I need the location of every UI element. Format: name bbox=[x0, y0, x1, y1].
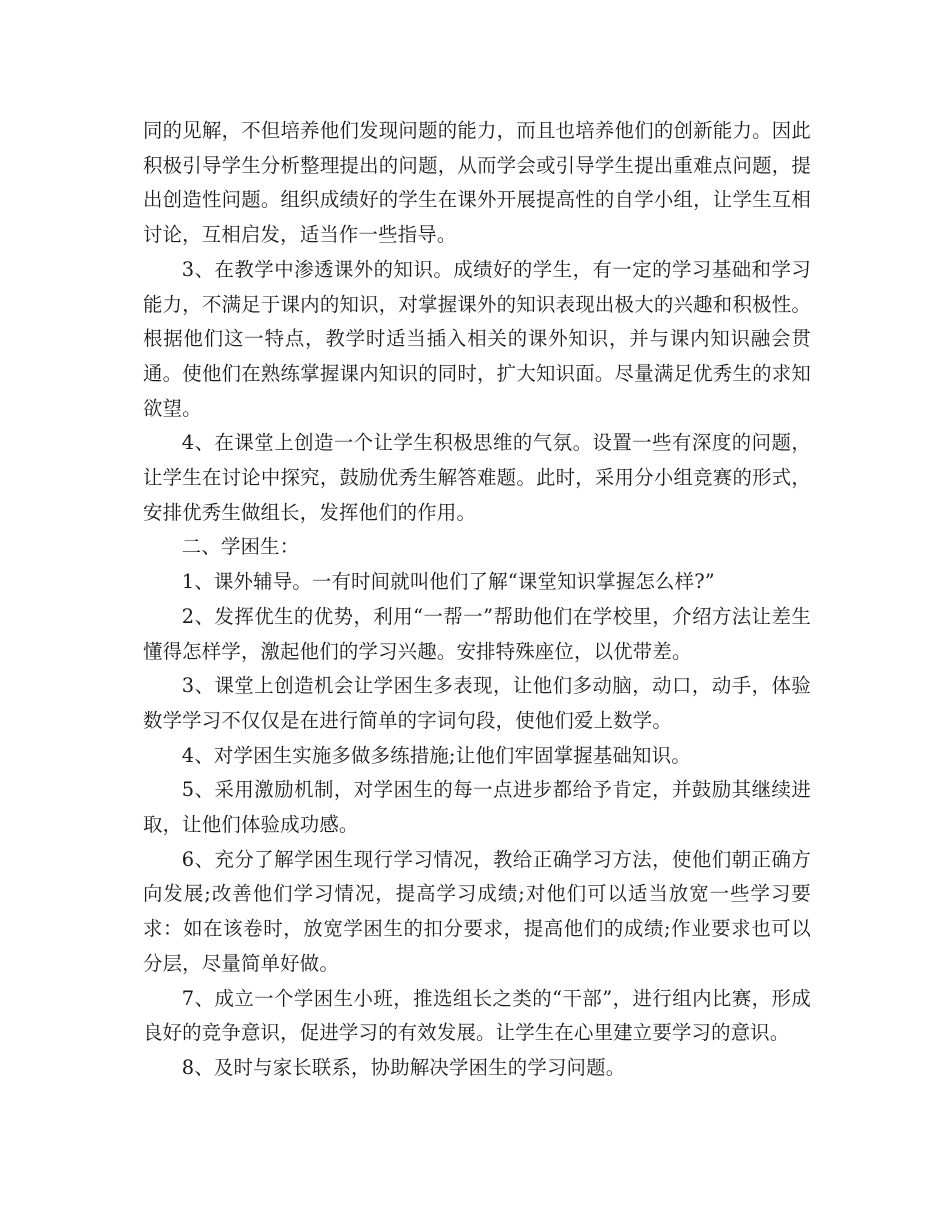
paragraph-item-5-incentives: 5、采用激励机制，对学困生的每一点进步都给予肯定，并鼓励其继续进取，让他们体验成功感。 bbox=[143, 778, 811, 837]
paragraph-item-3-extracurricular: 3、在教学中渗透课外的知识。成绩好的学生，有一定的学习基础和学习能力，不满足于课内的知识，对掌握课外的知识表现出极大的兴趣和积极性。根据他们这一特点，教学时适当插入相关的课外知识，并与课内知识融会贯通。使他们在熟练掌握课内知识的同时，扩大知识面。尽量满足优秀生的求知欲望。 bbox=[143, 257, 811, 420]
paragraph-item-3-opportunities: 3、课堂上创造机会让学困生多表现，让他们多动脑，动口，动手，体验数学学习不仅仅是在进行简单的字词句段，使他们爱上数学。 bbox=[143, 674, 811, 732]
paragraph-item-4-classroom: 4、在课堂上创造一个让学生积极思维的气氛。设置一些有深度的问题，让学生在讨论中探究，鼓励优秀生解答难题。此时，采用分小组竞赛的形式，安排优秀生做组长，发挥他们的作用。 bbox=[143, 431, 811, 524]
paragraph-item-4-practice: 4、对学困生实施多做多练措施;让他们牢固掌握基础知识。 bbox=[181, 743, 691, 767]
section-heading-struggling-students: 二、学困生： bbox=[181, 535, 300, 559]
paragraph-continuation: 同的见解，不但培养他们发现问题的能力，而且也培养他们的创新能力。因此积极引导学生分析整理提出的问题，从而学会或引导学生提出重难点问题，提出创造性问题。组织成绩好的学生在课外开展提高性的自学小组，让学生互相讨论，互相启发，适当作一些指导。 bbox=[143, 119, 811, 247]
paragraph-item-2-peer-help: 2、发挥优生的优势，利用“一帮一”帮助他们在学校里，介绍方法让差生懂得怎样学，激起他们的学习兴趣。安排特殊座位，以优带差。 bbox=[143, 604, 811, 663]
paragraph-item-6-learning-methods: 6、充分了解学困生现行学习情况，教给正确学习方法，使他们朝正确方向发展;改善他们学习情况，提高学习成绩;对他们可以适当放宽一些学习要求：如在该卷时，放宽学困生的扣分要求，提高他们的成绩;作业要求也可以分层，尽量简单好做。 bbox=[143, 847, 811, 975]
paragraph-item-8-parents: 8、及时与家长联系，协助解决学困生的学习问题。 bbox=[181, 1055, 626, 1079]
paragraph-item-7-small-class: 7、成立一个学困生小班，推选组长之类的“干部”，进行组内比赛，形成良好的竞争意识，促进学习的有效发展。让学生在心里建立要学习的意识。 bbox=[143, 986, 811, 1045]
document-body bbox=[143, 114, 811, 1086]
paragraph-item-1-tutoring: 1、课外辅导。一有时间就叫他们了解“课堂知识掌握怎么样?” bbox=[181, 570, 715, 594]
